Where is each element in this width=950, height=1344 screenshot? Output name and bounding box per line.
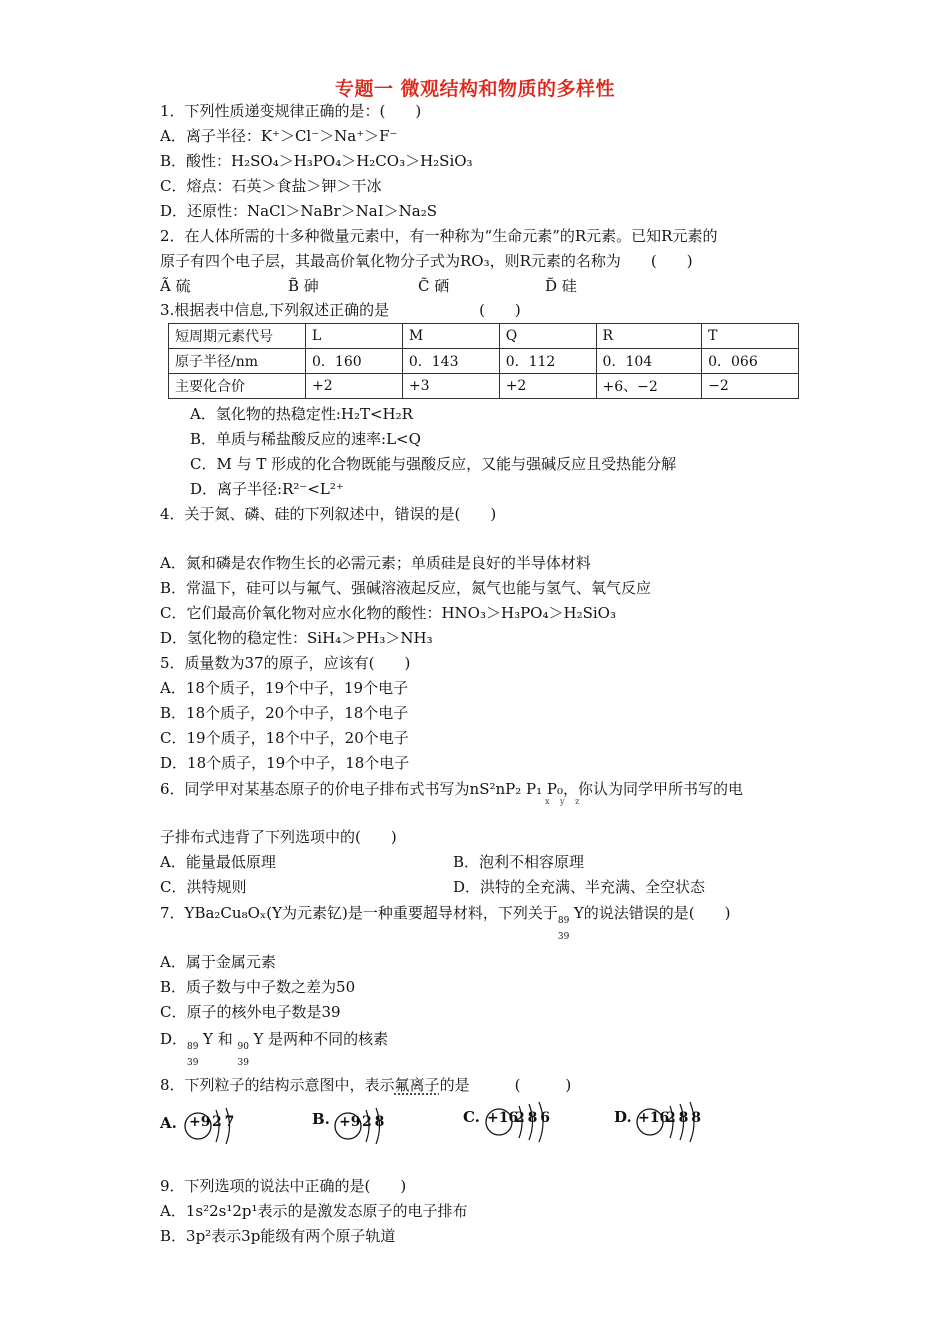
nucleus-charge: +9 <box>189 1114 211 1130</box>
q3-option-d: D．离子半径:R²⁻<L²⁺ <box>190 480 344 498</box>
q3-option-a: A．氢化物的热稳定性:H₂T<H₂R <box>190 405 413 423</box>
q7-d-post: Y 是两种不同的核素 <box>253 1030 389 1048</box>
q5-option-b: B．18个质子，20个中子，18个电子 <box>160 704 409 722</box>
mass-number: 90 <box>237 1042 249 1052</box>
table-cell: L <box>306 324 403 349</box>
q8-stem-post: 的是 ( ) <box>439 1076 572 1094</box>
q7-option-b: B．质子数与中子数之差为50 <box>160 978 356 996</box>
nucleus-charge: +16 <box>487 1110 519 1126</box>
electron-shells: 2 7 <box>212 1114 234 1130</box>
yttrium-90-notation <box>237 1029 253 1068</box>
q7-option-c: C．原子的核外电子数是39 <box>160 1003 341 1021</box>
q6-option-b: B．泡利不相容原理 <box>453 853 585 871</box>
q7-stem <box>160 903 731 942</box>
q1-option-b: B．酸性：H₂SO₄＞H₃PO₄＞H₂CO₃＞H₂SiO₃ <box>160 152 473 170</box>
q3-option-b: B．单质与稀盐酸反应的速率:L<Q <box>190 430 421 448</box>
q2-option-c: C̃ 硒 <box>418 277 450 295</box>
q4-option-d: D．氢化物的稳定性：SiH₄＞PH₃＞NH₃ <box>160 629 433 647</box>
q4-option-c: C．它们最高价氧化物对应水化物的酸性：HNO₃＞H₃PO₄＞H₂SiO₃ <box>160 604 616 622</box>
yttrium-89-notation <box>187 1029 203 1068</box>
q5-option-c: C．19个质子，18个中子，20个电子 <box>160 729 409 747</box>
table-row <box>169 324 799 349</box>
mass-number: 89 <box>187 1042 199 1052</box>
structure-diagram-b <box>312 1102 422 1148</box>
table-cell: 0．066 <box>702 349 799 374</box>
table-cell: T <box>702 324 799 349</box>
q5-option-a: A．18个质子，19个中子，19个电子 <box>160 679 409 697</box>
table-cell: 主要化合价 <box>169 374 306 399</box>
table-cell: +2 <box>306 374 403 399</box>
q6-stem-line1: 6．同学甲对某基态原子的价电子排布式书写为nS²nP₂ P₁ P₀，你认为同学甲所书写的电 <box>160 780 744 798</box>
q1-stem: 1．下列性质递变规律正确的是：( ) <box>160 102 422 120</box>
table-cell: M <box>402 324 499 349</box>
table-cell: +6、−2 <box>596 374 702 399</box>
q2-option-d: D̃ 硅 <box>545 277 577 295</box>
atomic-number: 39 <box>237 1058 249 1068</box>
q2-stem-line1: 2．在人体所需的十多种微量元素中，有一种称为“生命元素”的R元素。已知R元素的 <box>160 227 718 245</box>
nucleus-charge: +9 <box>339 1114 361 1130</box>
q3-option-c: C．M 与 T 形成的化合物既能与强酸反应，又能与强碱反应且受热能分解 <box>190 455 677 473</box>
q6-option-c: C．洪特规则 <box>160 878 247 896</box>
structure-diagram-a <box>160 1102 270 1148</box>
yttrium-89-notation <box>557 903 574 942</box>
q4-stem: 4．关于氮、磷、硅的下列叙述中，错误的是( ) <box>160 505 497 523</box>
q6-option-a: A．能量最低原理 <box>160 853 276 871</box>
nucleus-charge: +16 <box>638 1110 670 1126</box>
diagram-letter: D. <box>614 1108 632 1126</box>
q5-option-d: D．18个质子，19个中子，18个电子 <box>160 754 410 772</box>
q5-stem: 5．质量数为37的原子，应该有( ) <box>160 654 411 672</box>
q6-stem-line2: 子排布式违背了下列选项中的( ) <box>160 828 397 846</box>
diagram-letter: C. <box>463 1108 480 1126</box>
q7-option-d <box>160 1029 389 1068</box>
q3-stem: 3.根据表中信息,下列叙述正确的是 ( ) <box>160 301 521 319</box>
structure-diagram-c <box>463 1100 593 1146</box>
q9-option-b: B．3p²表示3p能级有两个原子轨道 <box>160 1227 396 1245</box>
table-cell: +2 <box>499 374 596 399</box>
table-cell: 原子半径/nm <box>169 349 306 374</box>
q1-option-d: D．还原性：NaCl＞NaBr＞NaI＞Na₂S <box>160 202 437 220</box>
q7-d-mid: Y 和 <box>203 1030 233 1048</box>
q6-orbital-subscripts: x y z <box>545 797 580 806</box>
q8-stem-pre: 8．下列粒子的结构示意图中，表示 <box>160 1076 395 1094</box>
diagram-letter: B. <box>312 1110 330 1128</box>
electron-shells: 2 8 6 <box>515 1110 549 1126</box>
table-cell: Q <box>499 324 596 349</box>
element-data-table <box>168 323 799 399</box>
q8-stem <box>160 1075 571 1095</box>
table-cell: 0．112 <box>499 349 596 374</box>
atomic-number: 39 <box>557 932 570 942</box>
q9-option-a: A．1s²2s¹2p¹表示的是激发态原子的电子排布 <box>160 1202 468 1220</box>
q7-option-a: A．属于金属元素 <box>160 953 276 971</box>
q7-stem-post: Y的说法错误的是( ) <box>573 904 731 922</box>
table-cell: −2 <box>702 374 799 399</box>
table-row <box>169 374 799 399</box>
q4-option-a: A．氮和磷是农作物生长的必需元素；单质硅是良好的半导体材料 <box>160 554 591 572</box>
table-cell: 0．104 <box>596 349 702 374</box>
mass-number: 89 <box>557 916 570 926</box>
q7-stem-pre: 7．YBa₂Cu₈Oₓ(Y为元素钇)是一种重要超导材料，下列关于 <box>160 904 558 922</box>
q9-stem: 9．下列选项的说法中正确的是( ) <box>160 1177 407 1195</box>
q1-option-c: C．熔点：石英＞食盐＞钾＞干冰 <box>160 177 382 195</box>
structure-diagram-d <box>614 1100 744 1146</box>
q2-option-b: B̃ 砷 <box>288 277 319 295</box>
electron-shells: 2 8 8 <box>666 1110 700 1126</box>
table-cell: +3 <box>402 374 499 399</box>
q2-stem-line2: 原子有四个电子层，其最高价氧化物分子式为RO₃，则R元素的名称为 ( ) <box>160 252 693 270</box>
diagram-letter: A. <box>160 1114 177 1132</box>
q8-emphasis-text: 氟离子 <box>394 1076 440 1094</box>
atomic-number: 39 <box>187 1058 199 1068</box>
worksheet-title: 专题一 微观结构和物质的多样性 <box>334 78 616 100</box>
table-cell: 短周期元素代号 <box>169 324 306 349</box>
table-cell: 0．160 <box>306 349 403 374</box>
q1-option-a: A．离子半径：K⁺＞Cl⁻＞Na⁺＞F⁻ <box>160 127 398 145</box>
electron-shells: 2 8 <box>362 1114 384 1130</box>
q4-option-b: B．常温下，硅可以与氟气、强碱溶液起反应，氮气也能与氢气、氧气反应 <box>160 579 652 597</box>
table-row <box>169 349 799 374</box>
table-cell: R <box>596 324 702 349</box>
q7-d-label: D． <box>160 1030 188 1048</box>
table-cell: 0．143 <box>402 349 499 374</box>
q6-option-d: D．洪特的全充满、半充满、全空状态 <box>453 878 706 896</box>
q2-option-a: Ã 硫 <box>160 277 191 295</box>
